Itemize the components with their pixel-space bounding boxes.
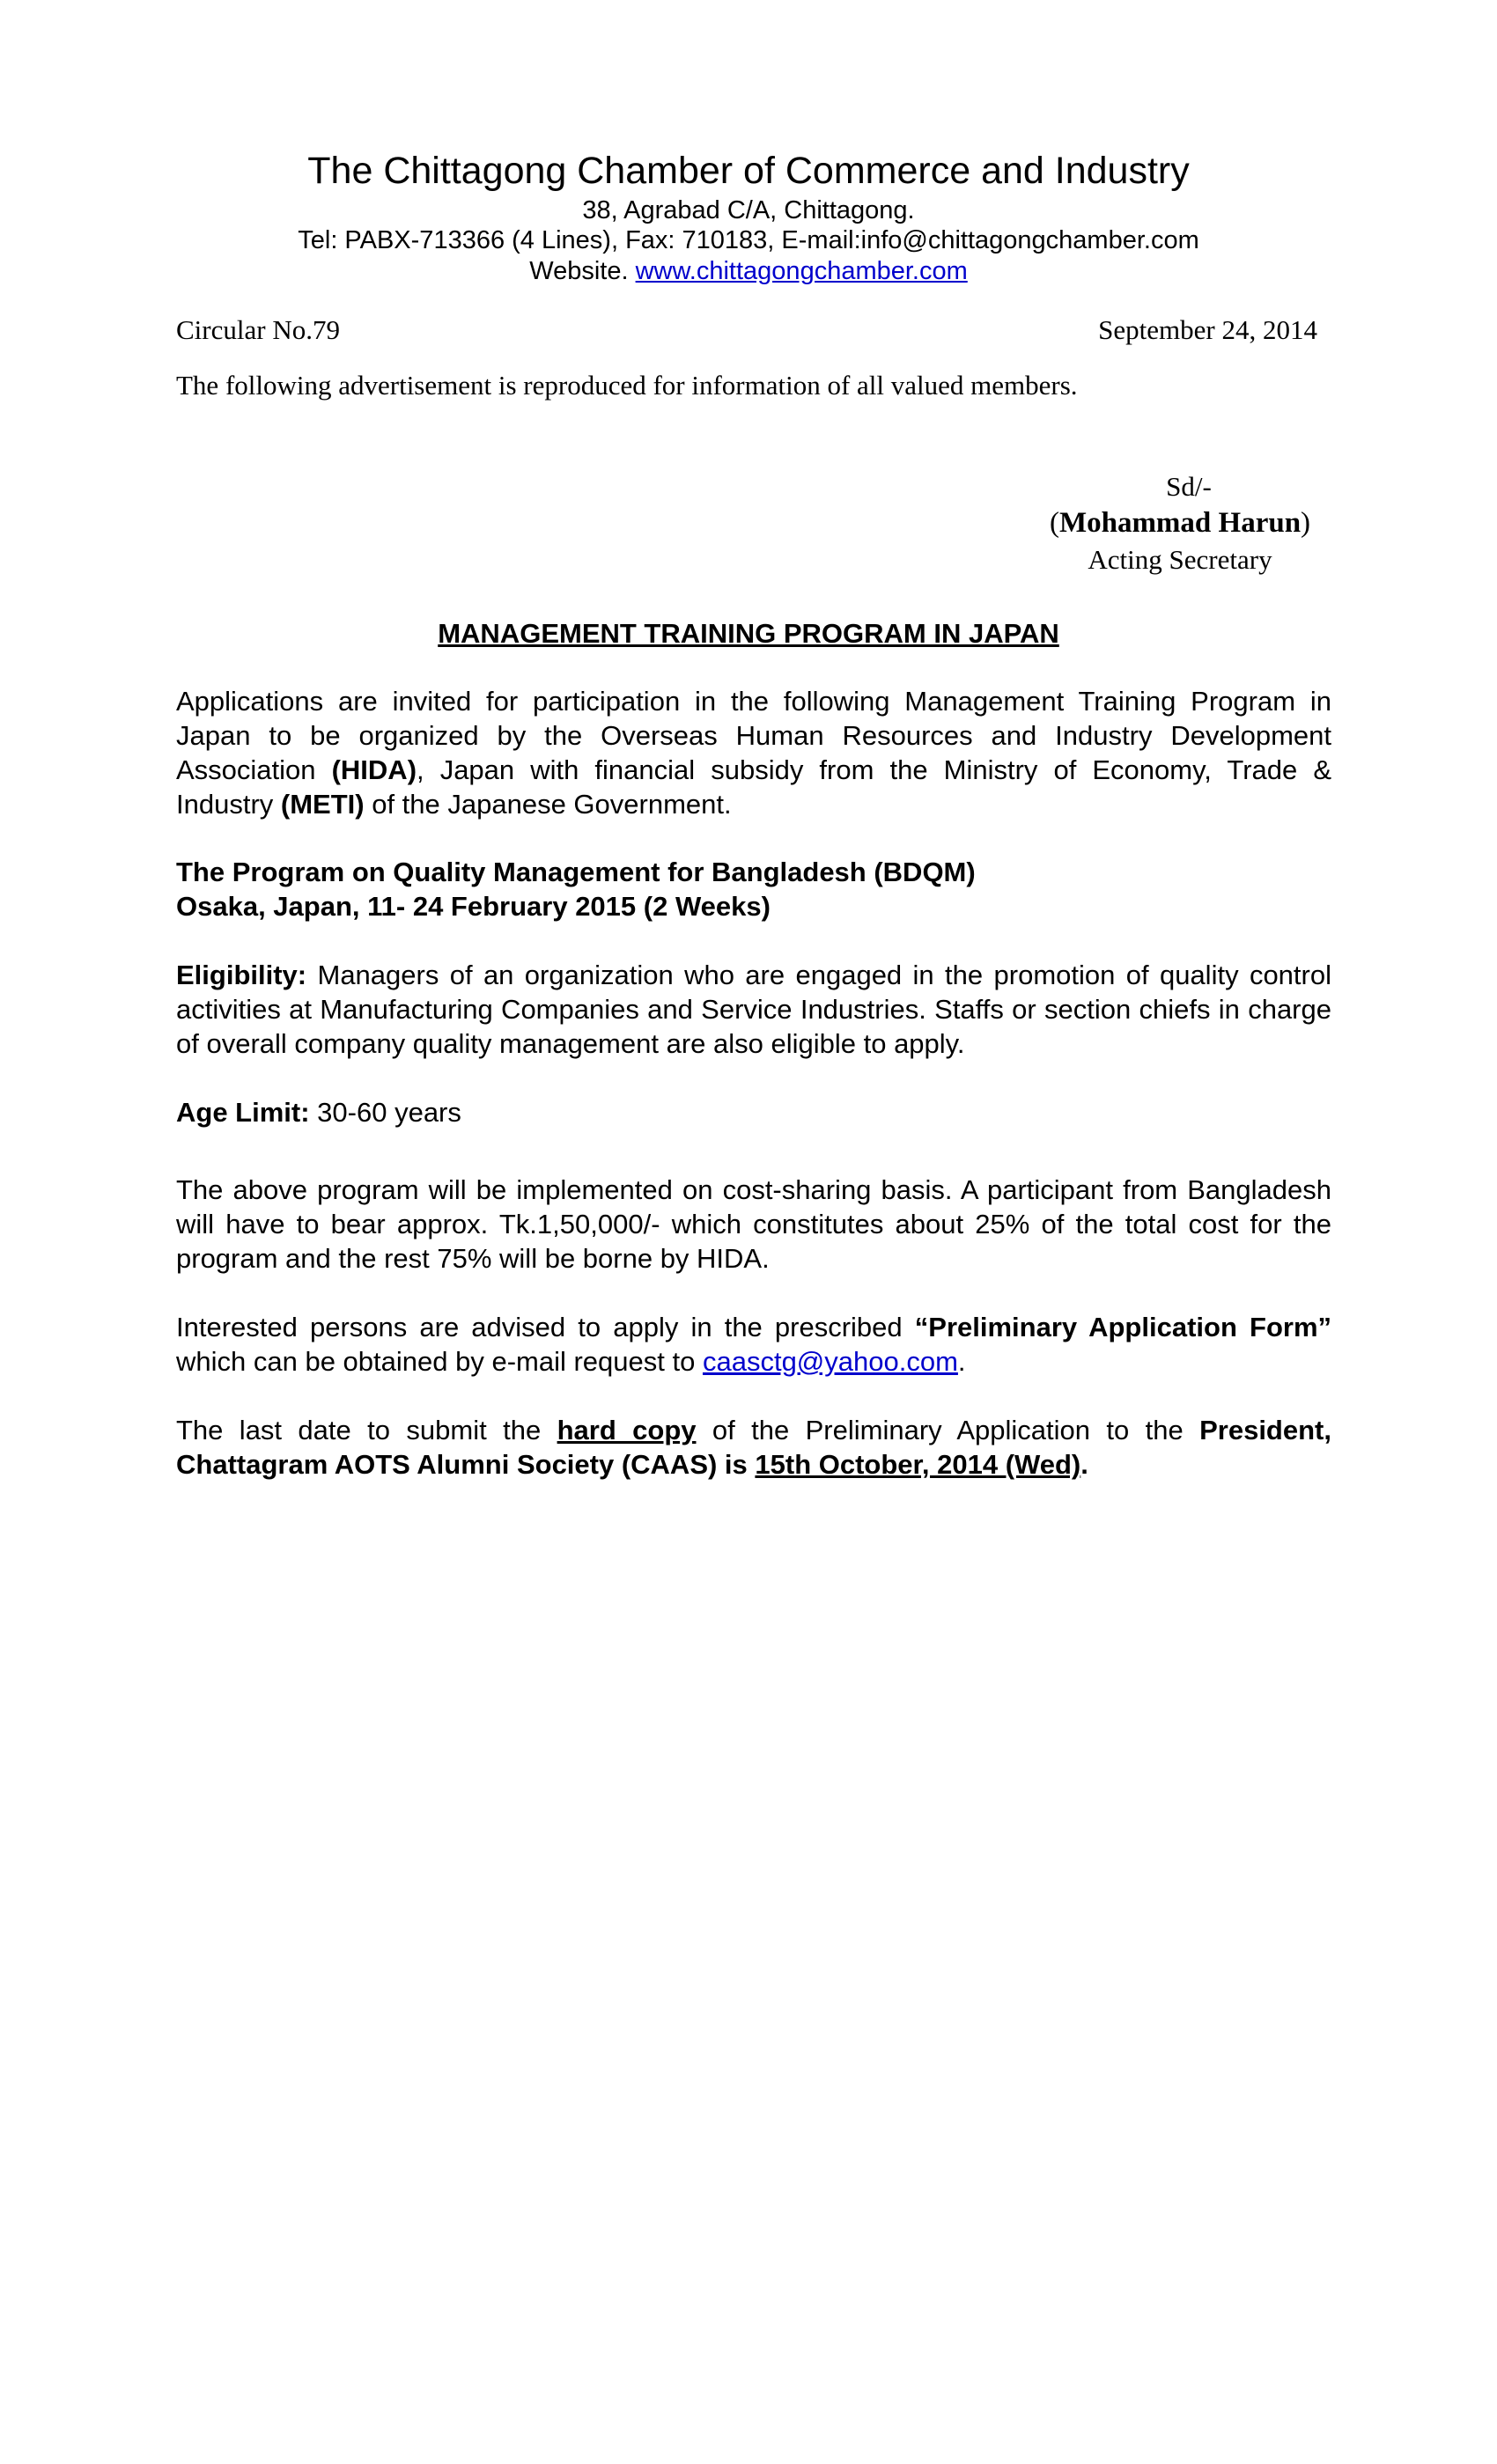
apply-form-name: “Preliminary Application Form” bbox=[914, 1312, 1332, 1342]
circular-header bbox=[176, 313, 1317, 348]
last-text-a: The last date to submit the bbox=[176, 1415, 557, 1445]
paragraph-cost-sharing: The above program will be implemented on cost-sharing basis. A participant from Bangladesh will have to bear approx. Tk.1,50,000/- which constitutes about 25% of the total cost for the program and the rest 75% will be borne by HIDA. bbox=[176, 1174, 1331, 1274]
program-block bbox=[176, 855, 1331, 923]
p1-meti: (METI) bbox=[280, 789, 365, 820]
website-link[interactable]: www.chittagongchamber.com bbox=[635, 257, 968, 285]
apply-text-b: which can be obtained by e-mail request to bbox=[176, 1346, 703, 1377]
circular-number: Circular No.79 bbox=[176, 314, 340, 345]
p1-hida: (HIDA) bbox=[331, 754, 417, 785]
signature-sd: Sd/- bbox=[1166, 471, 1212, 502]
p1-text-a: Applications are invited for participation in the following Management Training Program in Japan to be organized by the Overseas Human Resources and Industry Development Association bbox=[176, 686, 1331, 785]
paragraph-apply bbox=[176, 1310, 1331, 1379]
signature-close-paren: ) bbox=[1301, 507, 1311, 539]
signatory-name: Mohammad Harun bbox=[1058, 507, 1302, 539]
circular-intro: The following advertisement is reproduced for information of all valued members. bbox=[176, 370, 1078, 401]
signature-open-paren: ( bbox=[1049, 507, 1059, 539]
eligibility-text: Managers of an organization who are engaged in the promotion of quality control activities at Manufacturing Companies and Service Industries. Staffs or section chiefs in charge of overall company quality management are also eligible to apply. bbox=[176, 960, 1331, 1059]
last-period: . bbox=[1080, 1449, 1088, 1480]
website-label: Website. bbox=[529, 257, 636, 285]
signature-name bbox=[1021, 505, 1338, 541]
program-place: Osaka, Japan, 11- 24 February 2015 (2 Weeks) bbox=[176, 891, 771, 922]
p1-text-b: , Japan with financial subsidy from the Ministry of Economy, Trade & Industry bbox=[176, 754, 1331, 820]
paragraph-last-date bbox=[176, 1413, 1331, 1482]
age-text: 30-60 years bbox=[309, 1097, 461, 1128]
letterhead-contact: Tel: PABX-713366 (4 Lines), Fax: 710183, E-mail:info@chittagongchamber.com bbox=[298, 226, 1199, 254]
letterhead-address: 38, Agrabad C/A, Chittagong. bbox=[582, 196, 915, 224]
apply-email-link[interactable]: caasctg@yahoo.com bbox=[702, 1346, 958, 1377]
paragraph-eligibility bbox=[176, 958, 1331, 1061]
apply-text-c: . bbox=[957, 1346, 966, 1377]
eligibility-label: Eligibility: bbox=[176, 960, 307, 990]
paragraph-age-limit bbox=[176, 1095, 1331, 1129]
apply-text-a: Interested persons are advised to apply in the prescribed bbox=[176, 1312, 915, 1342]
last-president: President, Chattagram AOTS Alumni Society (CAAS) is bbox=[176, 1415, 1331, 1480]
p1-text-c: of the Japanese Government. bbox=[364, 789, 732, 820]
advertisement-heading: MANAGEMENT TRAINING PROGRAM IN JAPAN bbox=[438, 618, 1059, 649]
age-label: Age Limit: bbox=[176, 1097, 310, 1128]
circular-date: September 24, 2014 bbox=[1098, 314, 1317, 345]
letterhead-title: The Chittagong Chamber of Commerce and Industry bbox=[307, 150, 1190, 192]
last-deadline-date: 15th October, 2014 (Wed) bbox=[755, 1449, 1081, 1480]
last-hard-copy: hard copy bbox=[557, 1415, 697, 1445]
program-title: The Program on Quality Management for Bangladesh (BDQM) bbox=[176, 857, 976, 887]
signatory-role: Acting Secretary bbox=[1088, 544, 1272, 575]
letterhead-website bbox=[0, 256, 1497, 286]
paragraph-applications bbox=[176, 684, 1331, 821]
last-text-b: of the Preliminary Application to the bbox=[696, 1415, 1200, 1445]
